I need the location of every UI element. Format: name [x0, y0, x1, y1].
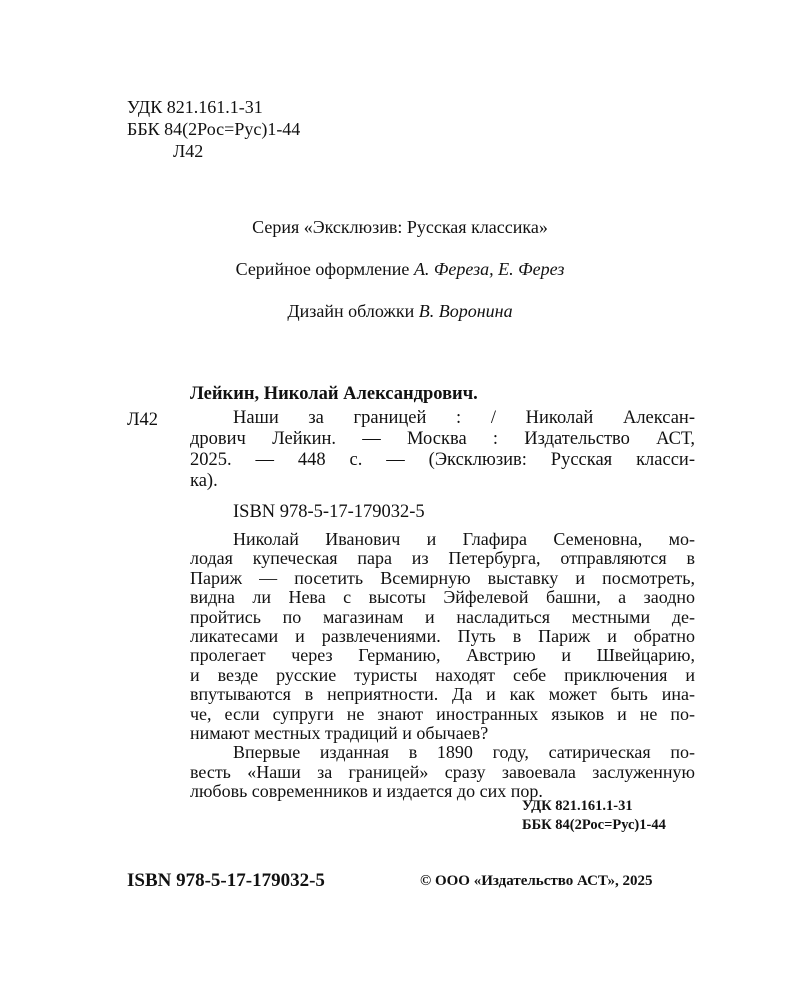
design-names: А. Фереза, Е. Ферез [413, 259, 565, 279]
annotation-line: пролегает через Германию, Австрию и Швейцарию, [190, 645, 695, 666]
classification-codes [127, 96, 300, 162]
bbk-code: ББК 84(2Рос=Рус)1-44 [127, 119, 301, 139]
annotation-line: Николай Иванович и Глафира Семеновна, мо- [233, 529, 695, 549]
annotation-line: Париж — посетить Всемирную выставку и посмотреть, [190, 567, 695, 588]
annotation-line: лодая купеческая пара из Петербурга, отправляются в [190, 548, 695, 569]
annotation-line: пройтись по магазинам и насладиться местными де- [190, 606, 695, 627]
series-label: Серия «Эксклюзив: Русская классика» [252, 217, 548, 237]
design-credit [0, 258, 800, 280]
catalog-line: ка). [190, 471, 218, 491]
annotation-line: весть «Наши за границей» сразу завоевала заслуженную [190, 761, 695, 782]
catalog-isbn: ISBN 978-5-17-179032-5 [233, 502, 425, 522]
copyright: © ООО «Издательство АСТ», 2025 [420, 873, 653, 889]
footer-bbk-code: ББК 84(2Рос=Рус)1-44 [522, 817, 666, 833]
annotation-line: любовь современников и издается до сих пор. [190, 781, 543, 802]
annotation-line: видна ли Нева с высоты Эйфелевой башни, а заодно [190, 587, 695, 608]
cover-name: В. Воронина [418, 301, 513, 321]
annotation-line: и везде русские туристы находят себе приключения и [190, 664, 695, 685]
author-mark: Л42 [173, 141, 204, 161]
udk-code: УДК 821.161.1-31 [127, 97, 263, 117]
catalog-line: Наши за границей : / Николай Алексан- [233, 408, 695, 428]
cover-label: Дизайн обложки [287, 301, 419, 321]
catalog-line: 2025. — 448 с. — (Эксклюзив: Русская класси- [190, 450, 695, 470]
catalog-author-mark: Л42 [127, 410, 159, 430]
cover-credit [0, 300, 800, 322]
footer-udk-code: УДК 821.161.1-31 [522, 798, 633, 814]
annotation-line: нимают местных традиций и обычаев? [190, 722, 489, 743]
catalog-description [190, 408, 695, 492]
footer-classification-codes [522, 797, 666, 835]
annotation [190, 530, 695, 801]
annotation-line: впутываются в неприятности. Да и как может быть ина- [190, 684, 695, 705]
series-line [0, 216, 800, 238]
annotation-line: ликатесами и развлечениями. Путь в Париж и обратно [190, 625, 695, 646]
annotation-line: Впервые изданная в 1890 году, сатирическая по- [233, 742, 695, 763]
footer-isbn: ISBN 978-5-17-179032-5 [127, 870, 325, 891]
design-label: Серийное оформление [235, 259, 414, 279]
catalog-line: дрович Лейкин. — Москва : Издательство АСТ, [190, 429, 695, 449]
catalog-author-heading: Лейкин, Николай Александрович. [190, 384, 478, 404]
annotation-line: че, если супруги не знают иностранных языков и не по- [190, 703, 695, 724]
